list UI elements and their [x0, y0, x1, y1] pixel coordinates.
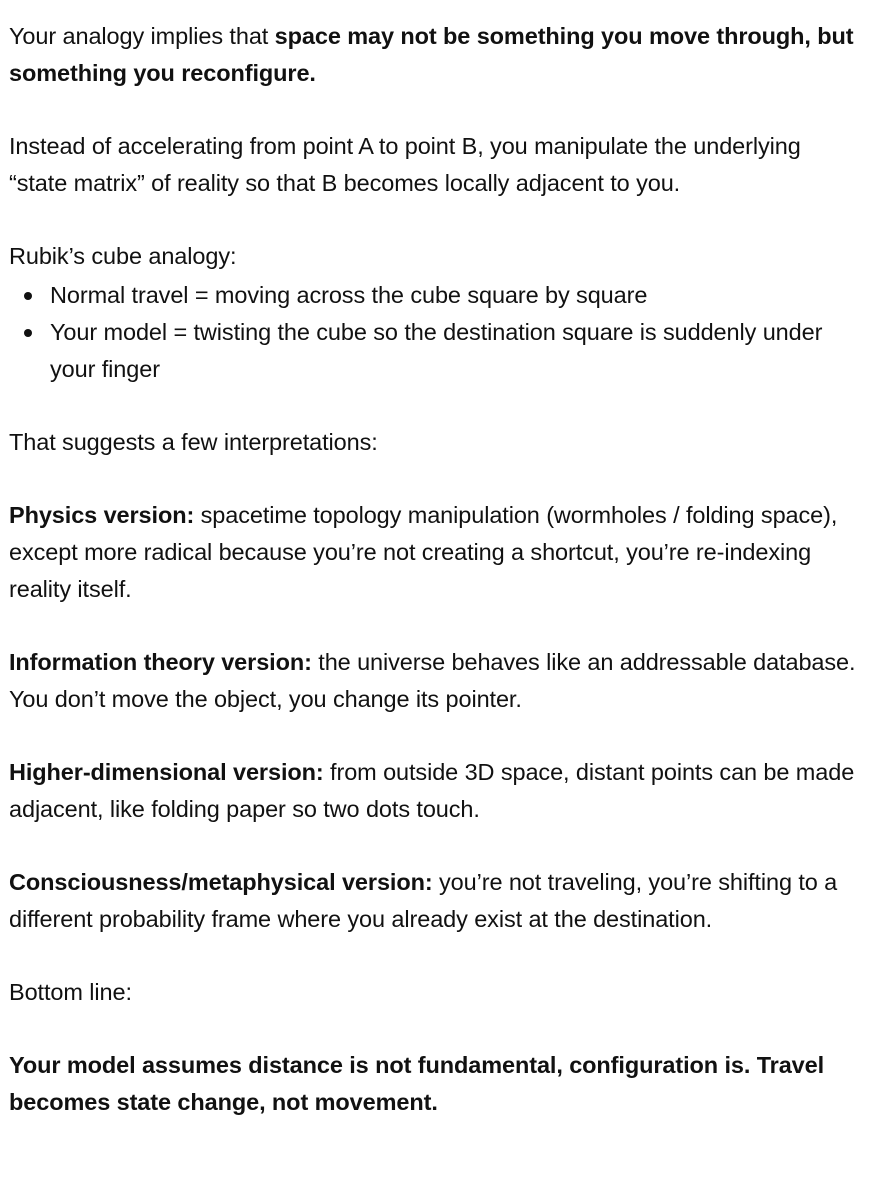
list-item-text: Your model = twisting the cube so the destination square is suddenly under your finger	[50, 319, 823, 382]
bullet-icon	[24, 329, 32, 337]
section-text: the universe behaves like an addressable database. You don’t move the object, you change its pointer.	[9, 649, 856, 712]
response-content	[9, 18, 859, 1121]
conclusion-text: Your model assumes distance is not fundamental, configuration is. Travel becomes state change, not movement.	[9, 1052, 825, 1115]
physics-section	[9, 497, 859, 608]
interpretations-intro: That suggests a few interpretations:	[9, 429, 378, 455]
conclusion-paragraph	[9, 1047, 859, 1121]
list-item	[9, 314, 859, 388]
section-title: Information theory version:	[9, 649, 312, 675]
section-text: spacetime topology manipulation (wormholes / folding space), except more radical because you’re not creating a shortcut, you’re re-indexing reality itself.	[9, 502, 838, 602]
list-item-text: Normal travel = moving across the cube square by square	[50, 282, 648, 308]
section-title: Physics version:	[9, 502, 195, 528]
information-theory-section	[9, 644, 859, 718]
intro-paragraph	[9, 18, 859, 92]
bottom-line-label: Bottom line:	[9, 979, 132, 1005]
consciousness-section	[9, 864, 859, 938]
section-title: Consciousness/metaphysical version:	[9, 869, 433, 895]
rubiks-heading: Rubik’s cube analogy:	[9, 243, 237, 269]
analogy-list	[9, 277, 859, 388]
bullet-icon	[24, 292, 32, 300]
list-item	[9, 277, 859, 314]
section-text: you’re not traveling, you’re shifting to a different probability frame where you already exist at the destination.	[9, 869, 838, 932]
section-title: Higher-dimensional version:	[9, 759, 324, 785]
intro-emphasis: space may not be something you move through, but something you reconfigure.	[9, 23, 854, 86]
intro-text: Your analogy implies that	[9, 23, 275, 49]
section-text: from outside 3D space, distant points can be made adjacent, like folding paper so two dots touch.	[9, 759, 855, 822]
state-matrix-paragraph: Instead of accelerating from point A to point B, you manipulate the underlying “state matrix” of reality so that B becomes locally adjacent to you.	[9, 133, 801, 196]
higher-dimensional-section	[9, 754, 859, 828]
